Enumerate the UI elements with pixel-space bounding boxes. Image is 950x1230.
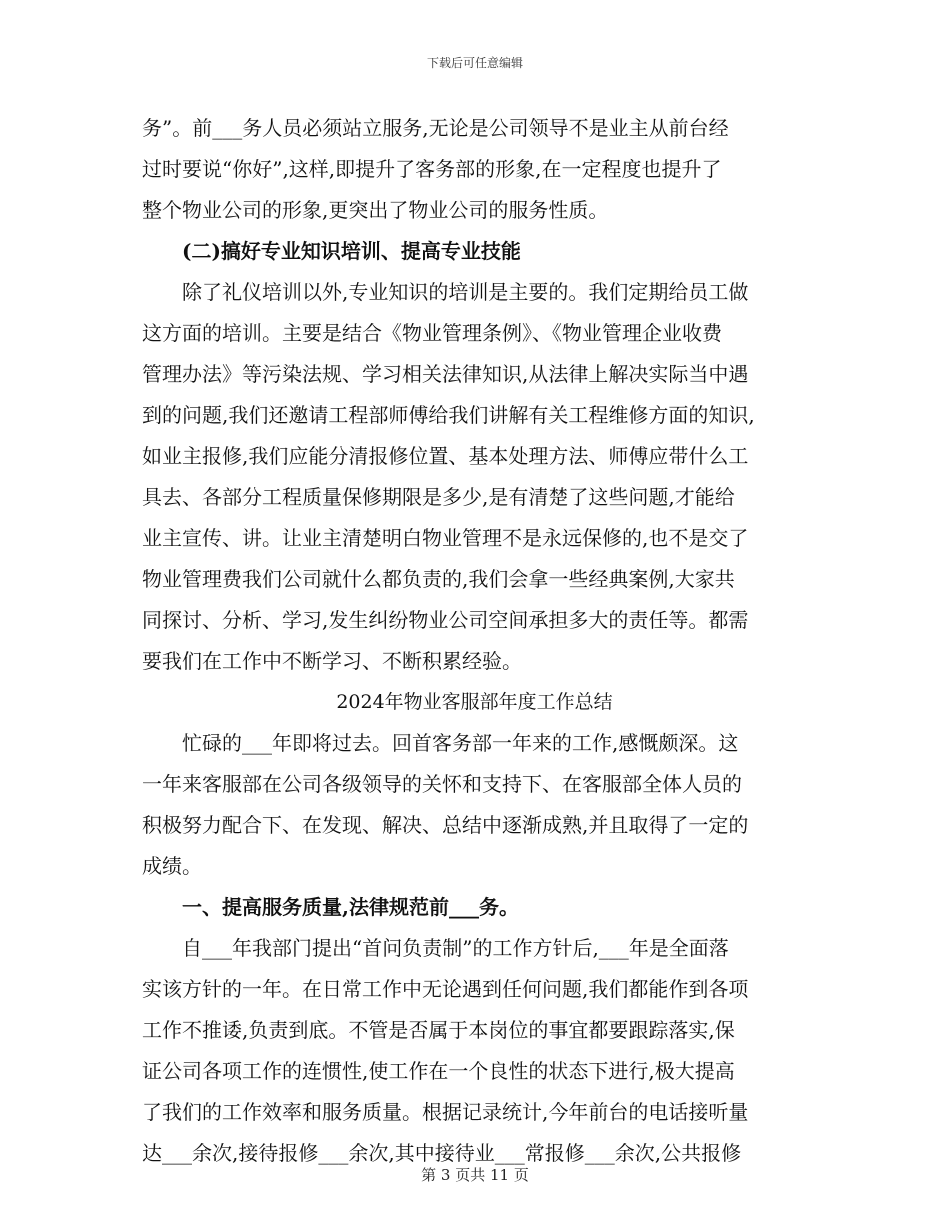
text-line: 过时要说“你好”,这样,即提升了客务部的形象,在一定程度也提升了 <box>142 157 722 181</box>
page-header: 下载后可任意编辑 <box>426 56 523 70</box>
text-line: 自___年我部门提出“首问负责制”的工作方针后,___年是全面落 <box>182 936 729 960</box>
text-line: 具去、各部分工程质量保修期限是多少,是有清楚了这些问题,才能给 <box>142 485 735 509</box>
text-line: 一年来客服部在公司各级领导的关怀和支持下、在客服部全体人员的 <box>142 772 742 796</box>
text-line: 了我们的工作效率和服务质量。根据记录统计,今年前台的电话接听量 <box>142 1100 749 1124</box>
text-line: 务”。前___务人员必须站立服务,无论是公司领导不是业主从前台经 <box>142 116 729 140</box>
text-line: 管理办法》等污染法规、学习相关法律知识,从法律上解决实际当中遇 <box>142 362 749 386</box>
text-line: 忙碌的___年即将过去。回首客务部一年来的工作,感慨颇深。这 <box>182 731 739 755</box>
text-line: 同探讨、分析、学习,发生纠纷物业公司空间承担多大的责任等。都需 <box>142 608 749 632</box>
page-footer: 第 3 页共 11 页 <box>421 1166 529 1184</box>
text-line: 成绩。 <box>142 854 202 878</box>
document-body <box>142 108 807 1174</box>
text-line: 要我们在工作中不断学习、不断积累经验。 <box>142 649 522 673</box>
text-line: 工作不推诿,负责到底。不管是否属于本岗位的事宜都要跟踪落实,保 <box>142 1018 735 1042</box>
text-line: 到的问题,我们还邀请工程部师傅给我们讲解有关工程维修方面的知识, <box>142 403 755 427</box>
text-line: 实该方针的一年。在日常工作中无论遇到任何问题,我们都能作到各项 <box>142 977 749 1001</box>
section-heading: (二)搞好专业知识培训、提高专业技能 <box>182 239 521 263</box>
section-heading: 一、提高服务质量,法律规范前___务。 <box>182 895 519 919</box>
text-line: 如业主报修,我们应能分清报修位置、基本处理方法、师傅应带什么工 <box>142 444 749 468</box>
text-line: 业主宣传、讲。让业主清楚明白物业管理不是永远保修的,也不是交了 <box>142 526 749 550</box>
text-line: 整个物业公司的形象,更突出了物业公司的服务性质。 <box>142 198 609 222</box>
text-line: 这方面的培训。主要是结合《物业管理条例》、《物业管理企业收费 <box>142 321 722 345</box>
text-line: 物业管理费我们公司就什么都负责的,我们会拿一些经典案例,大家共 <box>142 567 735 591</box>
text-line: 除了礼仪培训以外,专业知识的培训是主要的。我们定期给员工做 <box>182 280 749 304</box>
text-line: 达___余次,接待报修___余次,其中接待业___常报修___余次,公共报修 <box>142 1141 742 1165</box>
text-line: 证公司各项工作的连惯性,使工作在一个良性的状态下进行,极大提高 <box>142 1059 735 1083</box>
text-line: 积极努力配合下、在发现、解决、总结中逐渐成熟,并且取得了一定的 <box>142 813 749 837</box>
section-title: 2024年物业客服部年度工作总结 <box>336 691 613 713</box>
